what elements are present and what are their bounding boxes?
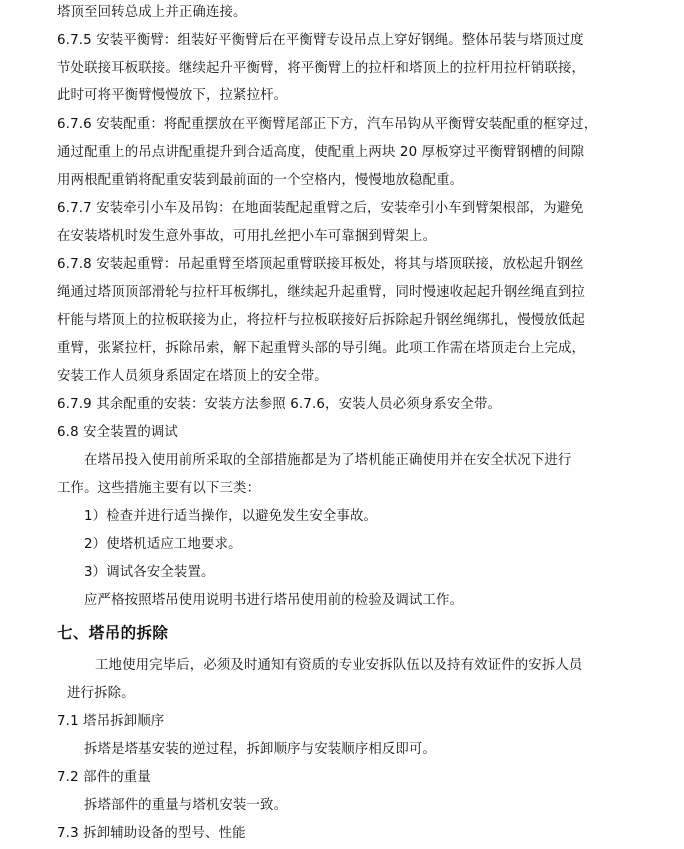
text-line: 通过配重上的吊点讲配重提升到合适高度，使配重上两块 20 厚板穿过平衡臂钢槽的间隙 bbox=[57, 145, 585, 160]
text-line: 绳通过塔顶顶部滑轮与拉杆耳板绑扎，继续起升起重臂，同时慢速收起起升钢丝绳直到拉 bbox=[57, 285, 586, 300]
text-line: 6.7.6 安装配重：将配重摆放在平衡臂尾部正下方，汽车吊钩从平衡臂安装配重的框穿过， bbox=[57, 117, 598, 132]
text-line: 节处联接耳板联接。继续起升平衡臂，将平衡臂上的拉杆和塔顶上的拉杆用拉杆销联接， bbox=[57, 61, 586, 76]
section-subheading: 7.3 拆卸辅助设备的型号、性能 bbox=[57, 826, 246, 841]
text-line: 6.7.7 安装牵引小车及吊钩：在地面装配起重臂之后，安装牵引小车到臂架根部，为避免 bbox=[57, 201, 584, 216]
text-line: 拆塔是塔基安装的逆过程，拆卸顺序与安装顺序相反即可。 bbox=[84, 742, 437, 757]
list-item: 3）调试各安全装置。 bbox=[84, 565, 215, 580]
text-line: 拆塔部件的重量与塔机安装一致。 bbox=[84, 798, 288, 813]
text-line: 进行拆除。 bbox=[67, 686, 135, 701]
text-line: 在塔吊投入使用前所采取的全部措施都是为了塔机能正确使用并在安全状况下进行 bbox=[84, 453, 572, 468]
text-line: 杆能与塔顶上的拉板联接为止，将拉杆与拉板联接好后拆除起升钢丝绳绑扎，慢慢放低起 bbox=[57, 313, 586, 328]
text-line: 工地使用完毕后，必须及时通知有资质的专业安拆队伍以及持有效证件的安拆人员 bbox=[95, 658, 583, 673]
text-line: 工作。这些措施主要有以下三类： bbox=[57, 481, 261, 496]
text-line: 重臂，张紧拉杆，拆除吊索，解下起重臂头部的导引绳。此项工作需在塔顶走台上完成， bbox=[57, 341, 586, 356]
text-line: 塔顶至回转总成上并正确连接。 bbox=[57, 5, 247, 20]
list-item: 1）检查并进行适当操作，以避免发生安全事故。 bbox=[84, 509, 378, 524]
text-line: 此时可将平衡臂慢慢放下，拉紧拉杆。 bbox=[57, 88, 288, 103]
text-line: 用两根配重销将配重安装到最前面的一个空格内，慢慢地放稳配重。 bbox=[57, 173, 464, 188]
text-line: 6.7.9 其余配重的安装：安装方法参照 6.7.6，安装人员必须身系安全带。 bbox=[57, 397, 502, 412]
text-line: 应严格按照塔吊使用说明书进行塔吊使用前的检验及调试工作。 bbox=[84, 593, 464, 608]
section-subheading: 7.1 塔吊拆卸顺序 bbox=[57, 714, 165, 729]
section-subheading: 6.8 安全装置的调试 bbox=[57, 425, 178, 440]
text-line: 6.7.5 安装平衡臂：组装好平衡臂后在平衡臂专设吊点上穿好钢绳。整体吊装与塔顶过度 bbox=[57, 33, 584, 48]
section-subheading: 7.2 部件的重量 bbox=[57, 770, 151, 785]
text-line: 6.7.8 安装起重臂：吊起重臂至塔顶起重臂联接耳板处，将其与塔顶联接，放松起升钢丝 bbox=[57, 257, 584, 272]
text-line: 在安装塔机时发生意外事故，可用扎丝把小车可靠捆到臂架上。 bbox=[57, 229, 437, 244]
section-heading: 七、塔吊的拆除 bbox=[57, 624, 169, 642]
list-item: 2）使塔机适应工地要求。 bbox=[84, 537, 242, 552]
text-line: 安装工作人员须身系固定在塔顶上的安全带。 bbox=[57, 369, 328, 384]
